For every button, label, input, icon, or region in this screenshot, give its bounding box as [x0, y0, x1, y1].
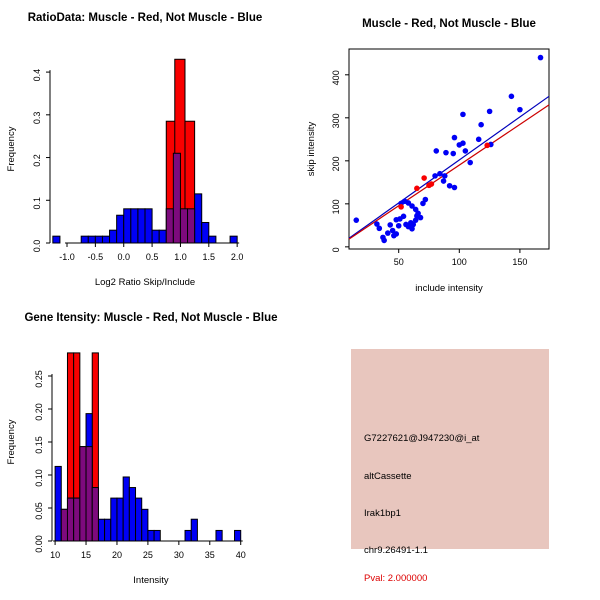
x-axis-label: Log2 Ratio Skip/Include [94, 277, 196, 288]
x-axis-label: include intensity [415, 283, 483, 294]
not-muscle-point [450, 151, 456, 157]
y-tick-label: 0.20 [34, 403, 44, 421]
not-muscle-point [452, 135, 458, 141]
x-tick-label: 10 [50, 550, 61, 560]
not-muscle-point [393, 231, 399, 237]
muscle-point [398, 204, 404, 210]
not-muscle-point [478, 122, 484, 128]
gene-intensity-histogram-panel [0, 300, 300, 600]
not-muscle-blue-hist-bar [185, 530, 191, 541]
chart-title: RatioData: Muscle - Red, Not Muscle - Blue [27, 12, 263, 24]
probe-id-text: G7227621@J947230@i_at [364, 433, 480, 444]
overlap-purple-hist-bar [92, 488, 98, 541]
event-type-text: altCassette [364, 471, 412, 482]
x-tick-label: 30 [173, 550, 184, 560]
not-muscle-blue-hist-bar [202, 222, 209, 243]
not-muscle-point [476, 137, 482, 143]
not-muscle-blue-hist-bar [117, 215, 124, 243]
not-muscle-point [381, 238, 387, 244]
x-tick-label: 0.0 [117, 252, 130, 262]
not-muscle-blue-hist-bar [110, 230, 117, 243]
not-muscle-blue-hist-bar [145, 209, 152, 243]
not-muscle-blue-hist-bar [102, 236, 109, 243]
x-axis-label: Intensity [133, 575, 169, 586]
not-muscle-point [460, 112, 466, 118]
not-muscle-point [487, 109, 493, 115]
not-muscle-blue-hist-bar [142, 509, 148, 541]
not-muscle-point [441, 178, 447, 184]
x-tick-label: 40 [235, 550, 246, 560]
info-panel [300, 300, 600, 600]
y-tick-label: 0.0 [32, 239, 42, 253]
x-tick-label: 150 [512, 257, 528, 267]
not-muscle-point [509, 94, 515, 100]
y-tick-label: 0.2 [32, 154, 42, 167]
not-muscle-blue-hist-bar [191, 519, 197, 541]
not-muscle-blue-hist-bar [136, 498, 142, 541]
not-muscle-point [442, 173, 448, 179]
not-muscle-point [353, 217, 359, 223]
location-text: chr9.26491-1.1 [364, 545, 428, 556]
muscle-point [429, 181, 435, 187]
pval-text: Pval: 2.000000 [364, 573, 428, 584]
not-muscle-point [467, 160, 473, 166]
y-axis-label: Frequency [6, 419, 17, 465]
y-tick-label: 300 [331, 113, 341, 129]
x-tick-label: 35 [204, 550, 215, 560]
gene-name-text: Irak1bp1 [364, 508, 401, 519]
overlap-purple-hist-bar [61, 509, 67, 541]
not-muscle-blue-hist-bar [235, 530, 241, 541]
chart-title: Gene Itensity: Muscle - Red, Not Muscle - Blue [24, 312, 278, 324]
ratio-histogram-panel [0, 0, 300, 300]
not-muscle-point [437, 171, 443, 177]
not-muscle-blue-hist-bar [95, 236, 102, 243]
blue-fit-line [349, 96, 549, 238]
not-muscle-blue-hist-bar [124, 209, 131, 243]
not-muscle-blue-hist-bar [105, 519, 111, 541]
not-muscle-point [423, 197, 429, 203]
not-muscle-blue-hist-bar [123, 477, 129, 541]
y-tick-label: 0.4 [32, 68, 42, 82]
not-muscle-blue-hist-bar [154, 530, 160, 541]
red-fit-line [349, 105, 549, 239]
not-muscle-point [387, 222, 393, 228]
not-muscle-blue-hist-bar [98, 519, 104, 541]
not-muscle-point [538, 55, 544, 61]
not-muscle-point [452, 185, 458, 191]
not-muscle-point [396, 223, 402, 229]
overlap-purple-hist-bar [180, 209, 187, 243]
y-tick-label: 0 [331, 247, 341, 253]
overlap-purple-hist-bar [173, 153, 180, 243]
y-axis-label: Frequency [6, 126, 17, 172]
not-muscle-point [433, 148, 439, 154]
y-tick-label: 0.10 [34, 469, 44, 487]
y-tick-label: 200 [331, 156, 341, 172]
y-tick-label: 400 [331, 70, 341, 86]
x-tick-label: 0.5 [145, 252, 159, 262]
overlap-purple-hist-bar [188, 209, 195, 243]
not-muscle-point [401, 214, 407, 220]
not-muscle-blue-hist-bar [81, 236, 88, 243]
x-tick-label: 25 [142, 550, 153, 560]
not-muscle-blue-hist-bar [152, 230, 159, 243]
not-muscle-blue-hist-bar [159, 230, 166, 243]
not-muscle-point [418, 215, 424, 221]
overlap-purple-hist-bar [86, 447, 92, 541]
x-tick-label: 50 [393, 257, 404, 267]
not-muscle-point [385, 230, 391, 236]
chart-title: Muscle - Red, Not Muscle - Blue [362, 18, 536, 30]
not-muscle-point [447, 183, 453, 189]
not-muscle-blue-hist-bar [138, 209, 145, 243]
intensity-scatter-panel [300, 0, 600, 300]
y-tick-label: 100 [331, 199, 341, 215]
x-tick-label: 1.0 [174, 252, 187, 262]
not-muscle-blue-hist-bar [111, 498, 117, 541]
not-muscle-point [377, 226, 383, 232]
not-muscle-blue-hist-bar [209, 236, 216, 243]
overlap-purple-hist-bar [166, 209, 173, 243]
muscle-point [484, 143, 490, 149]
x-tick-label: 100 [451, 257, 467, 267]
not-muscle-blue-hist-bar [148, 530, 154, 541]
muscle-point [421, 175, 427, 181]
y-tick-label: 0.25 [34, 370, 44, 388]
not-muscle-blue-hist-bar [53, 236, 60, 243]
not-muscle-blue-hist-bar [195, 194, 202, 243]
not-muscle-point [517, 107, 523, 113]
muscle-point [414, 186, 420, 192]
not-muscle-blue-hist-bar [88, 236, 95, 243]
not-muscle-point [460, 140, 466, 146]
x-tick-label: 2.0 [230, 252, 244, 262]
y-tick-label: 0.05 [34, 502, 44, 520]
y-tick-label: 0.15 [34, 436, 44, 454]
not-muscle-point [463, 148, 469, 154]
not-muscle-blue-hist-bar [230, 236, 237, 243]
overlap-purple-hist-bar [67, 498, 73, 541]
not-muscle-blue-hist-bar [129, 488, 135, 541]
info-box [351, 349, 549, 584]
y-axis-label: skip intensity [306, 121, 317, 177]
x-tick-label: 15 [81, 550, 92, 560]
overlap-purple-hist-bar [74, 498, 80, 541]
y-tick-label: 0.3 [32, 111, 42, 125]
overlap-purple-hist-bar [80, 447, 86, 541]
y-tick-label: 0.1 [32, 197, 42, 210]
not-muscle-point [443, 150, 449, 156]
y-tick-label: 0.00 [34, 535, 44, 553]
not-muscle-blue-hist-bar [216, 530, 222, 541]
x-tick-label: 1.5 [202, 252, 216, 262]
x-tick-label: -0.5 [87, 252, 104, 262]
not-muscle-blue-hist-bar [117, 498, 123, 541]
not-muscle-blue-hist-bar [55, 466, 61, 541]
x-tick-label: 20 [111, 550, 122, 560]
not-muscle-point [432, 173, 438, 179]
not-muscle-blue-hist-bar [131, 209, 138, 243]
x-tick-label: -1.0 [59, 252, 75, 262]
